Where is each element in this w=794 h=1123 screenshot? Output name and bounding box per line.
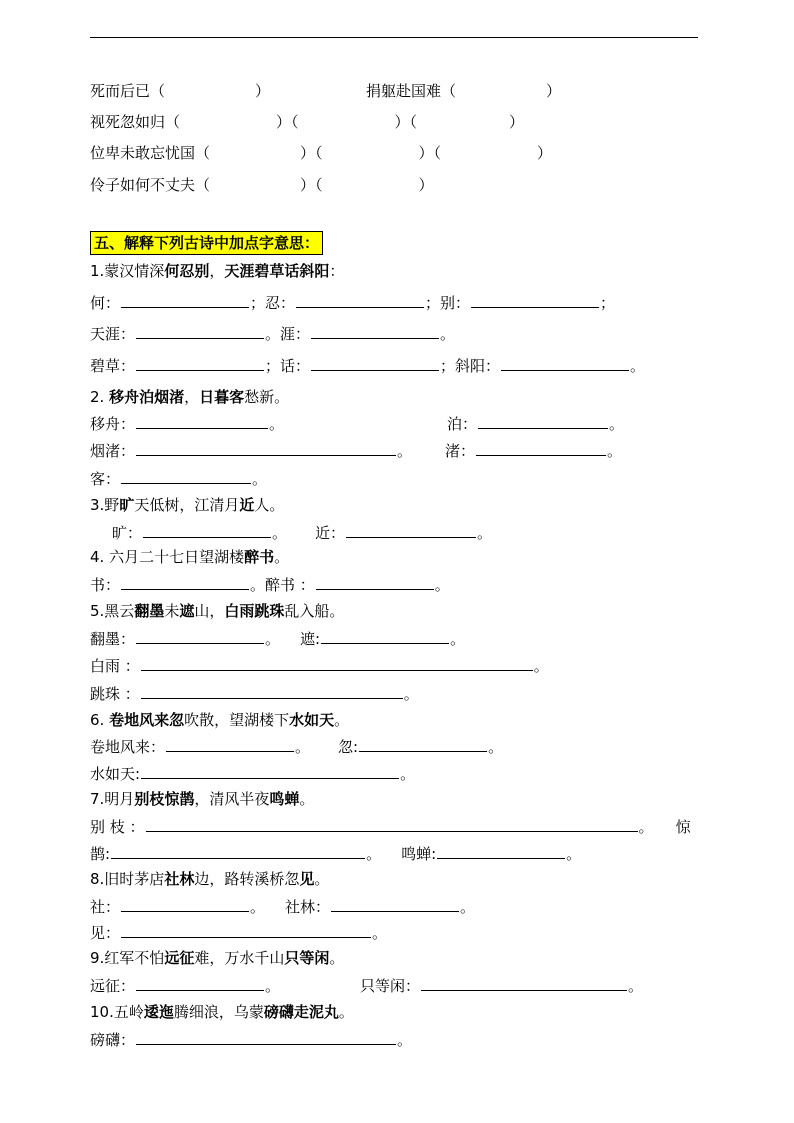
text: 渚： <box>445 442 476 460</box>
text: 乱入船。 <box>284 602 345 620</box>
text: 水如天 <box>289 711 335 729</box>
answer-blank[interactable] <box>346 522 476 538</box>
text: ）（ <box>300 144 323 162</box>
text: 。 <box>314 870 330 888</box>
text: 。 <box>265 977 281 995</box>
answer-row <box>90 292 615 314</box>
text: 。 <box>434 576 450 594</box>
text: 白雨 ： <box>90 657 140 675</box>
text: 10.五岭 <box>90 1003 144 1021</box>
text: 。 <box>397 1031 413 1049</box>
answer-blank[interactable] <box>141 763 399 779</box>
text: 腾细浪，乌蒙 <box>173 1003 264 1021</box>
text: 移舟： <box>90 415 136 433</box>
answer-blank[interactable] <box>111 843 365 859</box>
answer-row <box>90 922 387 944</box>
text: 鹊: <box>90 845 111 863</box>
text: 鸣蝉 <box>269 790 300 808</box>
text: 翻墨 <box>134 602 165 620</box>
text: 水如天: <box>90 765 141 783</box>
answer-blank[interactable] <box>359 736 487 752</box>
text: 。 <box>299 790 315 808</box>
answer-row <box>90 1029 412 1051</box>
text: ，清风半夜 <box>194 790 270 808</box>
text: 天涯碧草话斜阳 <box>224 262 330 280</box>
answer-row <box>90 574 450 596</box>
question-6 <box>90 709 349 731</box>
text: 7.明月 <box>90 790 135 808</box>
text: 何忍别 <box>164 262 210 280</box>
answer-row <box>90 355 645 377</box>
text: ）（ <box>276 113 299 131</box>
text: ）（ <box>394 113 418 131</box>
text: 。 <box>272 524 288 542</box>
answer-row <box>90 736 503 758</box>
text: 惊 <box>675 818 691 836</box>
text: ；别： <box>425 294 471 312</box>
text: 碧草： <box>90 357 136 375</box>
text: 见： <box>90 924 121 942</box>
question-3 <box>90 494 284 516</box>
text: ；斜阳： <box>440 357 501 375</box>
text: 3.野 <box>90 496 120 514</box>
text: 。 <box>366 845 382 863</box>
answer-row <box>112 522 492 544</box>
text: 。涯： <box>265 325 311 343</box>
text: ） <box>255 82 271 100</box>
text: 难，万水千山 <box>194 949 285 967</box>
text: 。 <box>400 765 416 783</box>
text: 近 <box>239 496 255 514</box>
text: 5.黑云 <box>90 602 135 620</box>
text: 卷地风来： <box>90 738 166 756</box>
text: ， <box>184 388 200 406</box>
text: 。 <box>252 470 268 488</box>
text: 日暮客 <box>199 388 245 406</box>
text: 遮: <box>300 630 321 648</box>
text: 位卑未敢忘忧国（ <box>90 144 211 162</box>
text: 泊： <box>447 415 478 433</box>
text: 人。 <box>254 496 285 514</box>
text: 。 <box>607 442 623 460</box>
text: 何： <box>90 294 121 312</box>
text: 见 <box>299 870 315 888</box>
text: 。 <box>477 524 493 542</box>
text: 视死忽如归（ <box>90 113 181 131</box>
text: 。 <box>533 657 549 675</box>
answer-blank[interactable] <box>136 628 264 644</box>
answer-row <box>90 816 691 838</box>
question-5 <box>90 600 344 622</box>
text: 。 <box>329 949 345 967</box>
section-title: 五、解释下列古诗中加点字意思： <box>90 231 323 255</box>
answer-row <box>90 763 415 785</box>
answer-blank[interactable] <box>331 896 459 912</box>
text: 。 <box>403 685 419 703</box>
answer-blank[interactable] <box>136 975 264 991</box>
text: ） <box>509 113 525 131</box>
answer-blank[interactable] <box>478 413 608 429</box>
text: 。 <box>269 415 285 433</box>
answer-blank[interactable] <box>311 323 439 339</box>
question-2 <box>90 386 289 408</box>
text: 。 <box>250 898 266 916</box>
answer-row <box>90 655 549 677</box>
text: 捐躯赴国难（ <box>366 82 457 100</box>
answer-blank[interactable] <box>321 628 449 644</box>
text: 天涯： <box>90 325 136 343</box>
text: 书： <box>90 576 121 594</box>
text: 烟渚： <box>90 442 136 460</box>
answer-blank[interactable] <box>136 355 264 371</box>
s4-row-3 <box>90 142 552 164</box>
answer-row <box>90 323 455 345</box>
question-7 <box>90 788 314 810</box>
answer-row <box>90 975 643 997</box>
answer-blank[interactable] <box>166 736 294 752</box>
answer-blank[interactable] <box>501 355 629 371</box>
answer-blank[interactable] <box>437 843 565 859</box>
text: 。 <box>265 630 281 648</box>
answer-blank[interactable] <box>141 655 533 671</box>
text: 未 <box>164 602 180 620</box>
text: 愁新。 <box>244 388 290 406</box>
text: 。 <box>295 738 311 756</box>
text: 社： <box>90 898 121 916</box>
text: ） <box>418 176 434 194</box>
text: 旷 <box>119 496 135 514</box>
text: 死而后已（ <box>90 82 166 100</box>
text: 1.蒙汉情深 <box>90 262 165 280</box>
answer-blank[interactable] <box>316 574 434 590</box>
text: 磅礴走泥丸 <box>263 1003 339 1021</box>
text: 。 <box>630 357 646 375</box>
text: 社林 <box>164 870 195 888</box>
text: 跳珠 ： <box>90 685 140 703</box>
answer-blank[interactable] <box>421 975 627 991</box>
header-rule <box>90 37 698 38</box>
text: 远征 <box>164 949 195 967</box>
text: 。 <box>334 711 350 729</box>
text: 忽: <box>338 738 359 756</box>
text: 6. <box>90 711 110 729</box>
s4-row-4 <box>90 174 434 196</box>
answer-blank[interactable] <box>121 574 249 590</box>
text: 别 枝 ： <box>90 818 145 836</box>
answer-blank[interactable] <box>136 413 268 429</box>
answer-blank[interactable] <box>311 355 439 371</box>
text: 。 <box>440 325 456 343</box>
text: 别枝惊鹊 <box>134 790 195 808</box>
text: 逶迤 <box>143 1003 174 1021</box>
answer-blank[interactable] <box>121 896 249 912</box>
text: 。 <box>638 818 654 836</box>
text: 2. <box>90 388 110 406</box>
answer-blank[interactable] <box>141 683 403 699</box>
question-8 <box>90 868 329 890</box>
text: 只等闲 <box>284 949 330 967</box>
text: 翻墨： <box>90 630 136 648</box>
text: 遮 <box>179 602 195 620</box>
text: 。 <box>460 898 476 916</box>
answer-blank[interactable] <box>476 440 606 456</box>
text: 。 <box>566 845 582 863</box>
text: ） <box>537 144 553 162</box>
text: 天低树，江清月 <box>134 496 240 514</box>
text: ）（ <box>418 144 442 162</box>
text: 磅礴： <box>90 1031 136 1049</box>
answer-blank[interactable] <box>471 292 599 308</box>
text: 醉书 <box>244 548 275 566</box>
text: 伶子如何不丈夫（ <box>90 176 211 194</box>
text: 。醉书 ： <box>250 576 315 594</box>
answer-blank[interactable] <box>121 292 249 308</box>
text: 社林： <box>285 898 331 916</box>
section-heading <box>90 231 323 255</box>
text: 。 <box>628 977 644 995</box>
answer-blank[interactable] <box>136 1029 396 1045</box>
text: 近： <box>315 524 346 542</box>
answer-blank[interactable] <box>146 816 638 832</box>
answer-blank[interactable] <box>136 440 396 456</box>
answer-blank[interactable] <box>296 292 424 308</box>
text: 远征： <box>90 977 136 995</box>
answer-row <box>90 896 475 918</box>
text: 卷地风来忽 <box>109 711 185 729</box>
text: 移舟泊烟渚 <box>109 388 185 406</box>
text: 。 <box>397 442 413 460</box>
question-4 <box>90 546 289 568</box>
question-1 <box>90 260 344 282</box>
text: ， <box>209 262 225 280</box>
answer-row <box>90 468 267 490</box>
answer-row <box>90 413 624 435</box>
text: 白雨跳珠 <box>224 602 285 620</box>
answer-row <box>90 683 419 705</box>
text: 。 <box>450 630 466 648</box>
text: 旷： <box>112 524 143 542</box>
text: ）（ <box>300 176 323 194</box>
text: ；话： <box>265 357 311 375</box>
text: 。 <box>372 924 388 942</box>
answer-row <box>90 628 465 650</box>
question-10 <box>90 1001 354 1023</box>
answer-blank[interactable] <box>121 468 251 484</box>
answer-blank[interactable] <box>136 323 264 339</box>
text: 。 <box>609 415 625 433</box>
answer-row <box>90 843 581 865</box>
text: ） <box>546 82 562 100</box>
answer-blank[interactable] <box>143 522 271 538</box>
text: 4. 六月二十七日望湖楼 <box>90 548 245 566</box>
text: 。 <box>488 738 504 756</box>
question-9 <box>90 947 344 969</box>
answer-blank[interactable] <box>121 922 371 938</box>
text: 鸣蝉: <box>401 845 437 863</box>
text: 8.旧时茅店 <box>90 870 165 888</box>
text: 9.红军不怕 <box>90 949 165 967</box>
s4-row-1 <box>90 80 561 102</box>
text: ： <box>329 262 345 280</box>
s4-row-2 <box>90 111 524 133</box>
text: ；忍： <box>250 294 296 312</box>
text: 。 <box>338 1003 354 1021</box>
text: 只等闲： <box>360 977 421 995</box>
text: 山， <box>194 602 225 620</box>
text: 吹散，望湖楼下 <box>184 711 290 729</box>
answer-row <box>90 440 622 462</box>
text: ； <box>600 294 616 312</box>
text: 。 <box>274 548 290 566</box>
text: 边，路转溪桥忽 <box>194 870 300 888</box>
text: 客： <box>90 470 121 488</box>
